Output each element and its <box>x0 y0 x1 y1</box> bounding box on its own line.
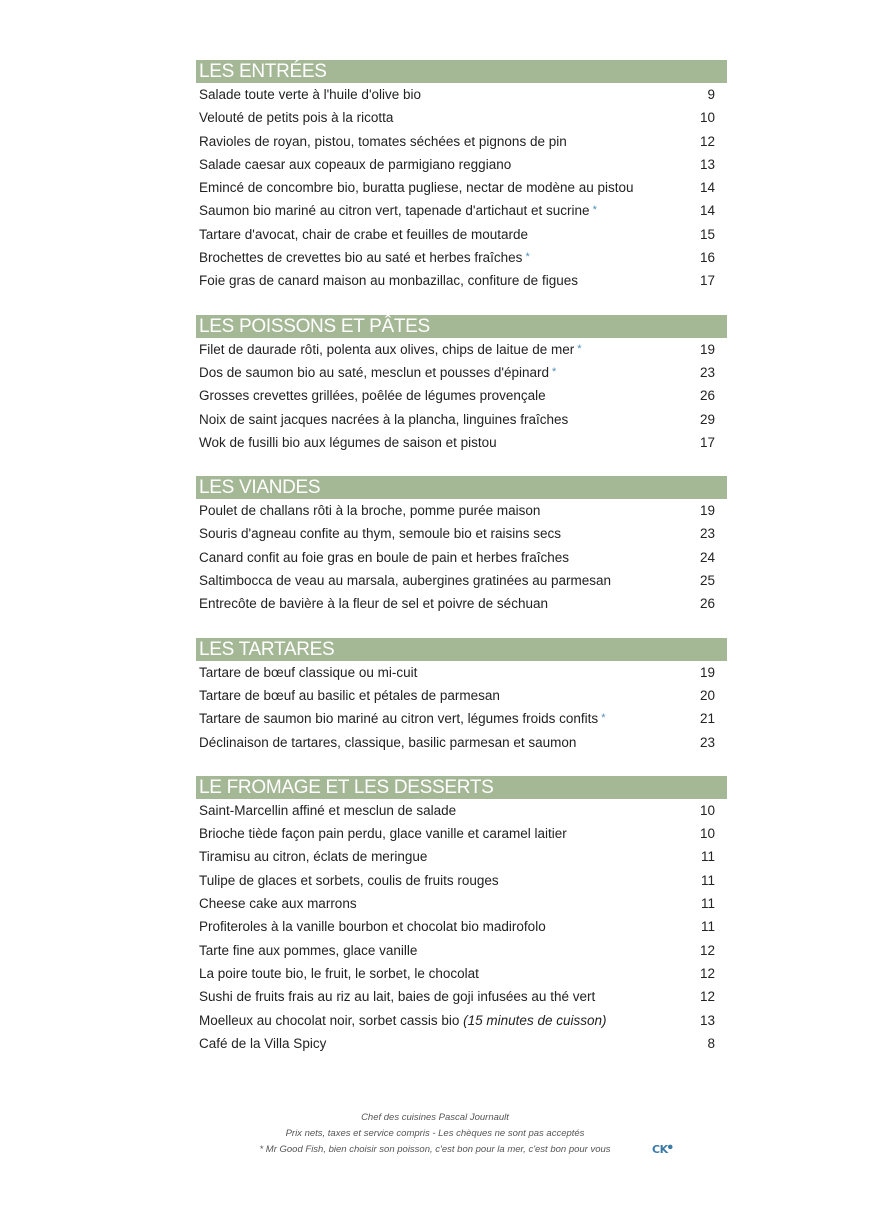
menu-item <box>196 822 727 845</box>
item-name: Saumon bio mariné au citron vert, tapenade d'artichaut et sucrine <box>199 203 590 219</box>
item-name: Tartare de saumon bio mariné au citron vert, légumes froids confits <box>199 711 599 727</box>
item-name: Brioche tiède façon pain perdu, glace vanille et caramel laitier <box>199 826 567 842</box>
menu <box>196 60 727 1077</box>
item-price: 23 <box>699 734 715 750</box>
item-price: 17 <box>699 273 715 289</box>
item-price: 14 <box>699 203 715 219</box>
item-name: Tulipe de glaces et sorbets, coulis de fruits rouges <box>199 872 499 888</box>
menu-item <box>196 83 727 106</box>
item-price: 10 <box>699 802 715 818</box>
item-name: Saint-Marcellin affiné et mesclun de salade <box>199 802 457 818</box>
item-name: Déclinaison de tartares, classique, basilic parmesan et saumon <box>199 734 577 750</box>
item-price: 9 <box>707 87 715 102</box>
good-fish-star-icon: * <box>601 712 606 725</box>
item-price: 13 <box>699 1012 715 1028</box>
menu-section <box>196 476 727 615</box>
item-price: 19 <box>699 664 715 680</box>
price-notice: Prix nets, taxes et service compris - Les chèques ne sont pas acceptés <box>285 1128 585 1139</box>
item-price: 12 <box>699 942 715 958</box>
item-name: Sushi de fruits frais au riz au lait, baies de goji infusées au thé vert <box>199 989 596 1005</box>
item-name: Tartare de bœuf classique ou mi-cuit <box>199 664 418 680</box>
item-name: Salade toute verte à l'huile d'olive bio <box>199 87 422 102</box>
item-price: 10 <box>699 826 715 842</box>
good-fish-star-icon: * <box>577 342 582 355</box>
item-price: 25 <box>699 573 715 589</box>
menu-item <box>196 130 727 153</box>
item-price: 15 <box>699 226 715 242</box>
good-fish-star-icon: * <box>552 365 557 378</box>
item-name: Canard confit au foie gras en boule de pain et herbes fraîches <box>199 549 569 565</box>
item-price: 29 <box>699 411 715 427</box>
item-price: 12 <box>699 965 715 981</box>
item-price: 11 <box>700 919 715 935</box>
item-name: Brochettes de crevettes bio au saté et herbes fraîches <box>199 250 523 266</box>
menu-item <box>196 384 727 407</box>
menu-item <box>196 269 727 292</box>
section-title: LE FROMAGE ET LES DESSERTS <box>196 776 727 799</box>
menu-item <box>196 522 727 545</box>
item-name: Poulet de challans rôti à la broche, pomme purée maison <box>199 503 541 519</box>
item-price: 11 <box>700 896 715 912</box>
item-name: Salade caesar aux copeaux de parmigiano reggiano <box>199 156 512 172</box>
menu-item <box>196 246 727 269</box>
item-name: Tartare de bœuf au basilic et pétales de parmesan <box>199 687 500 703</box>
item-name: Tiramisu au citron, éclats de meringue <box>199 849 428 865</box>
item-name: Profiteroles à la vanille bourbon et chocolat bio madirofolo <box>199 919 546 935</box>
item-price: 24 <box>699 549 715 565</box>
menu-item <box>196 431 727 454</box>
chef-credit: Chef des cuisines Pascal Journault <box>361 1112 509 1123</box>
item-price: 20 <box>699 687 715 703</box>
item-price: 11 <box>700 872 715 888</box>
item-name: Tarte fine aux pommes, glace vanille <box>199 942 418 958</box>
menu-item <box>196 962 727 985</box>
menu-item <box>196 176 727 199</box>
menu-item <box>196 939 727 962</box>
menu-item <box>196 106 727 129</box>
menu-item <box>196 361 727 384</box>
item-name: Emincé de concombre bio, buratta pugliese, nectar de modène au pistou <box>199 180 634 196</box>
item-name: Souris d'agneau confite au thym, semoule bio et raisins secs <box>199 526 562 542</box>
menu-item <box>196 707 727 730</box>
item-name: Foie gras de canard maison au monbazillac, confiture de figues <box>199 273 578 289</box>
item-name: Moelleux au chocolat noir, sorbet cassis bio <box>199 1012 460 1028</box>
item-name: Dos de saumon bio au saté, mesclun et pousses d'épinard <box>199 364 550 380</box>
item-name: Filet de daurade rôti, polenta aux olives, chips de laitue de mer <box>199 341 575 357</box>
menu-item <box>196 684 727 707</box>
menu-item <box>196 199 727 222</box>
section-title: LES ENTRÉES <box>196 60 727 83</box>
item-price: 11 <box>700 849 715 865</box>
item-price: 26 <box>699 388 715 404</box>
good-fish-note: * Mr Good Fish, bien choisir son poisson, c'est bon pour la mer, c'est bon pour vous <box>259 1144 611 1155</box>
menu-item <box>196 731 727 754</box>
item-price: 14 <box>699 180 715 196</box>
item-price: 23 <box>699 364 715 380</box>
item-price: 19 <box>699 341 715 357</box>
menu-item <box>196 799 727 822</box>
menu-item <box>196 153 727 176</box>
section-title: LES TARTARES <box>196 638 727 661</box>
menu-item <box>196 592 727 615</box>
menu-item <box>196 499 727 522</box>
menu-item <box>196 223 727 246</box>
item-price: 19 <box>699 503 715 519</box>
menu-item <box>196 408 727 431</box>
ck-logo-icon: CK● <box>652 1143 673 1156</box>
item-name: Saltimbocca de veau au marsala, aubergines gratinées au parmesan <box>199 573 611 589</box>
good-fish-star-icon: * <box>592 204 597 217</box>
good-fish-star-icon: * <box>525 251 530 264</box>
menu-item <box>196 569 727 592</box>
item-note: (15 minutes de cuisson) <box>463 1012 607 1028</box>
section-title: LES VIANDES <box>196 476 727 499</box>
item-price: 21 <box>699 711 715 727</box>
menu-item <box>196 915 727 938</box>
item-name: La poire toute bio, le fruit, le sorbet, le chocolat <box>199 965 479 981</box>
menu-item <box>196 661 727 684</box>
menu-item <box>196 1032 727 1055</box>
item-name: Ravioles de royan, pistou, tomates séchées et pignons de pin <box>199 133 567 149</box>
menu-item <box>196 338 727 361</box>
item-name: Grosses crevettes grillées, poêlée de légumes provençale <box>199 388 546 404</box>
item-price: 12 <box>699 989 715 1005</box>
menu-section <box>196 315 727 454</box>
item-name: Wok de fusilli bio aux légumes de saison et pistou <box>199 434 497 450</box>
footer <box>0 1110 870 1158</box>
menu-section <box>196 638 727 754</box>
menu-item <box>196 869 727 892</box>
item-name: Noix de saint jacques nacrées à la plancha, linguines fraîches <box>199 411 569 427</box>
item-price: 26 <box>699 596 715 612</box>
menu-item <box>196 892 727 915</box>
item-name: Café de la Villa Spicy <box>199 1035 327 1051</box>
menu-section <box>196 776 727 1055</box>
menu-section <box>196 60 727 293</box>
item-price: 10 <box>699 110 715 126</box>
item-price: 16 <box>699 250 715 266</box>
menu-item <box>196 985 727 1008</box>
item-name: Cheese cake aux marrons <box>199 896 357 912</box>
item-price: 12 <box>699 133 715 149</box>
item-price: 13 <box>699 156 715 172</box>
item-price: 23 <box>699 526 715 542</box>
item-name: Entrecôte de bavière à la fleur de sel et poivre de séchuan <box>199 596 548 612</box>
section-title: LES POISSONS ET PÂTES <box>196 315 727 338</box>
menu-item <box>196 845 727 868</box>
item-name: Velouté de petits pois à la ricotta <box>199 110 394 126</box>
menu-item <box>196 546 727 569</box>
item-price: 8 <box>707 1035 715 1051</box>
item-name: Tartare d'avocat, chair de crabe et feuilles de moutarde <box>199 226 529 242</box>
menu-item <box>196 1009 727 1032</box>
item-price: 17 <box>699 434 715 450</box>
